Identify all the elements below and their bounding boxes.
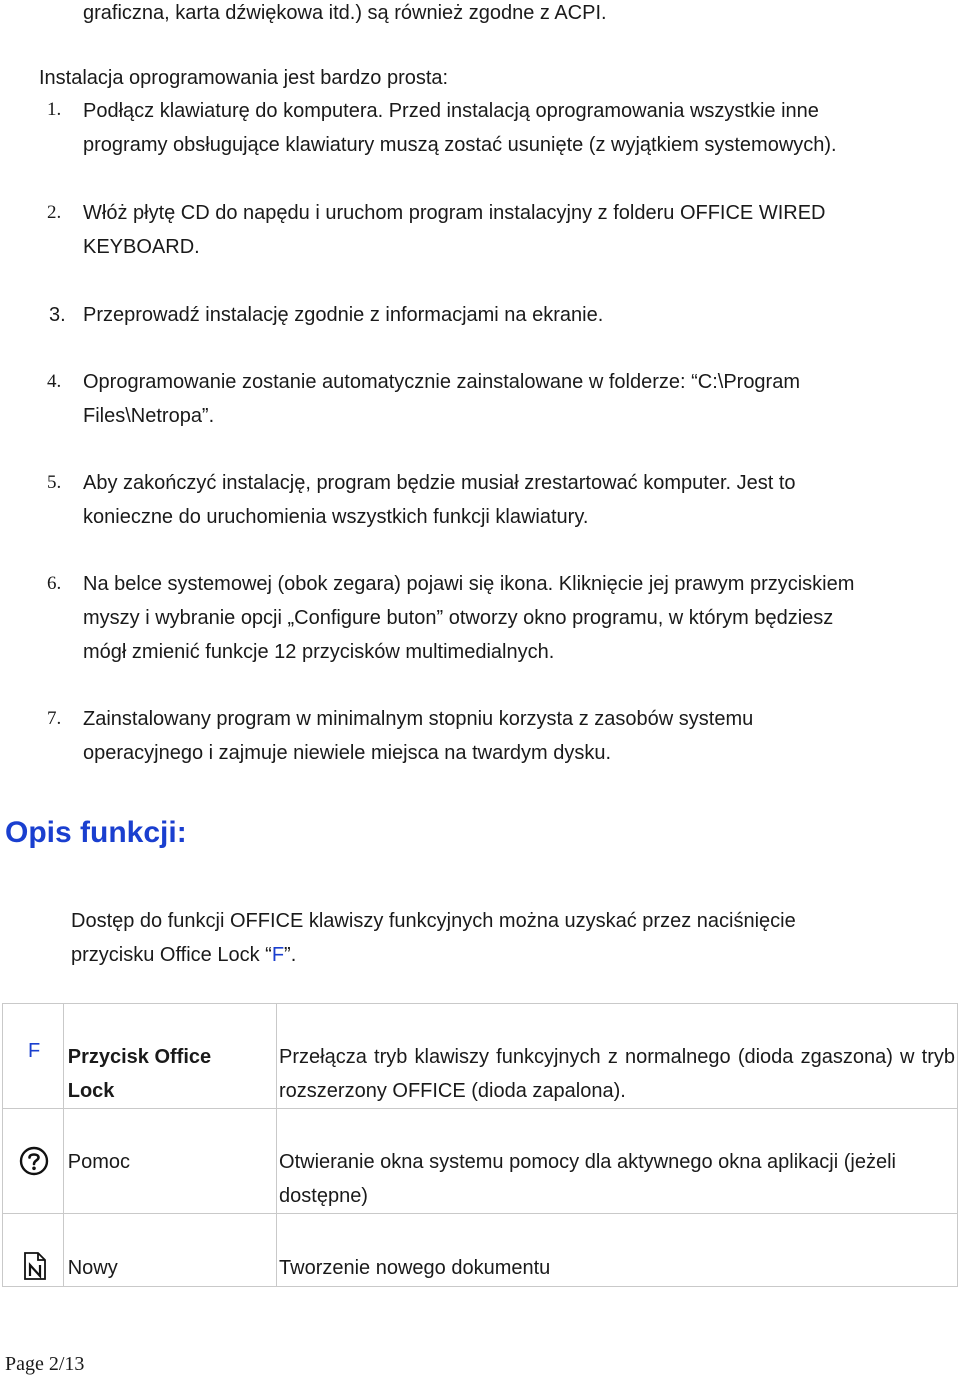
step-number: 6. [47, 573, 62, 594]
step-item [83, 567, 943, 669]
step-number: 7. [47, 708, 62, 729]
function-row [3, 1214, 958, 1287]
step-line: Podłącz klawiaturę do komputera. Przed instalacją oprogramowania wszystkie inne [83, 100, 819, 122]
function-name-cell [63, 1004, 276, 1109]
function-desc-cell [277, 1004, 958, 1109]
new-document-icon [3, 1214, 63, 1286]
office-lock-f-icon: F [28, 1040, 41, 1062]
function-desc-cell [277, 1214, 958, 1287]
step-number: 2. [47, 202, 62, 223]
section-heading: Opis funkcji: [5, 816, 187, 849]
function-row [3, 1109, 958, 1214]
intro-text: Instalacja oprogramowania jest bardzo prosta: [39, 67, 449, 89]
description-text: ”. [284, 944, 297, 966]
step-line: Włóż płytę CD do napędu i uruchom program instalacyjny z folderu OFFICE WIRED [83, 202, 826, 224]
step-line: konieczne do uruchomienia wszystkich funkcji klawiatury. [83, 506, 589, 528]
step-line: Zainstalowany program w minimalnym stopniu korzysta z zasobów systemu [83, 708, 754, 730]
step-line: Aby zakończyć instalację, program będzie musiał zrestartować komputer. Jest to [83, 472, 796, 494]
step-line: Przeprowadź instalację zgodnie z informacjami na ekranie. [83, 304, 604, 326]
function-desc: Przełącza tryb klawiszy funkcyjnych z normalnego (dioda zgaszona) w tryb rozszerzony OFFICE (dioda zapalona). [279, 1046, 956, 1102]
function-desc-cell [277, 1109, 958, 1214]
step-line: myszy i wybranie opcji „Configure buton” otworzy okno programu, w którym będziesz [83, 607, 834, 629]
function-desc: Tworzenie nowego dokumentu [279, 1257, 551, 1279]
description-line: Dostęp do funkcji OFFICE klawiszy funkcyjnych można uzyskać przez naciśnięcie [71, 910, 796, 932]
function-name: Przycisk Office Lock [67, 1046, 212, 1102]
step-line: KEYBOARD. [83, 236, 200, 258]
office-lock-key-label: F [271, 944, 285, 966]
description-text: przycisku Office Lock “ [71, 944, 272, 966]
function-table [2, 1003, 958, 1287]
function-row [3, 1004, 958, 1109]
step-line: operacyjnego i zajmuje niewiele miejsca na twardym dysku. [83, 742, 612, 764]
page-number: Page 2/13 [5, 1353, 85, 1375]
step-number: 5. [47, 472, 62, 493]
step-line: Oprogramowanie zostanie automatycznie zainstalowane w folderze: “C:\Program [83, 371, 801, 393]
step-number: 1. [47, 99, 62, 120]
function-name: Pomoc [67, 1151, 130, 1173]
step-item [83, 94, 943, 162]
step-item [83, 196, 943, 264]
step-item [83, 365, 943, 433]
step-number: 4. [47, 371, 62, 392]
step-number: 3. [49, 304, 66, 326]
step-item [83, 466, 943, 534]
function-name-cell [63, 1214, 276, 1287]
function-icon-cell [3, 1109, 64, 1214]
step-line: Files\Netropa”. [83, 405, 215, 427]
description-line [71, 938, 296, 972]
step-line: programy obsługujące klawiatury muszą zostać usunięte (z wyjątkiem systemowych). [83, 134, 837, 156]
continuation-text: graficzna, karta dźwiękowa itd.) są również zgodne z ACPI. [83, 2, 607, 24]
function-name-cell [63, 1109, 276, 1214]
function-name: Nowy [67, 1257, 118, 1279]
help-question-icon [3, 1109, 63, 1182]
function-desc: Otwieranie okna systemu pomocy dla aktywnego okna aplikacji (jeżeli dostępne) [279, 1151, 896, 1207]
function-icon-cell [3, 1214, 64, 1287]
step-line: Na belce systemowej (obok zegara) pojawi się ikona. Kliknięcie jej prawym przyciskiem [83, 573, 855, 595]
function-icon-cell [3, 1004, 64, 1109]
step-item [83, 298, 943, 332]
step-line: mógł zmienić funkcje 12 przycisków multimedialnych. [83, 641, 555, 663]
step-item [83, 702, 943, 770]
